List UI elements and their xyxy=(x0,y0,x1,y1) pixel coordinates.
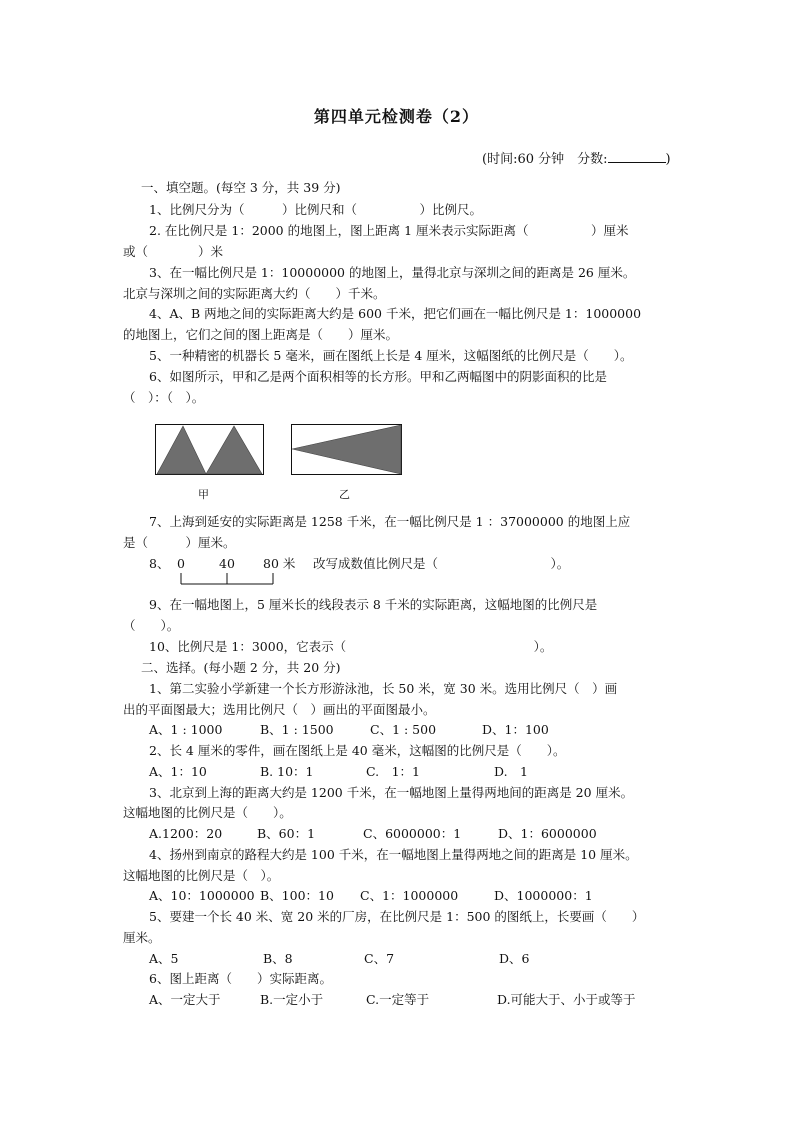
s1-q4b: 的地图上，它们之间的图上距离是（ ）厘米。 xyxy=(123,327,399,342)
s2-q3-option-b: B、60：1 xyxy=(257,826,316,841)
s2-q5-option-b: B、8 xyxy=(263,951,293,966)
s2-q1-option-c: C、1 : 500 xyxy=(370,722,437,737)
s2-q2-option-c: C. 1：1 xyxy=(366,764,420,779)
s2-q5-option-a: A、5 xyxy=(149,951,179,966)
s1-q10: 10、比例尺是 1：3000，它表示（ ）。 xyxy=(149,639,553,654)
s2-q3b: 这幅地图的比例尺是（ ）。 xyxy=(123,805,292,820)
s2-q5b: 厘米。 xyxy=(123,930,161,945)
s2-q3-option-a: A.1200：20 xyxy=(149,826,223,841)
section2-heading: 二、选择。(每小题 2 分，共 20 分) xyxy=(141,660,341,675)
s1-q3b: 北京与深圳之间的实际距离大约（ ）千米。 xyxy=(123,286,386,301)
s2-q5-option-d: D、6 xyxy=(499,951,530,966)
s2-q2: 2、长 4 厘米的零件，画在图纸上是 40 毫米，这幅图的比例尺是（ ）。 xyxy=(149,743,566,758)
s2-q6-option-b: B.一定小于 xyxy=(260,992,324,1007)
s1-q6a: 6、如图所示，甲和乙是两个面积相等的长方形。甲和乙两幅图中的阴影面积的比是 xyxy=(149,369,607,384)
s1-q3a: 3、在一幅比例尺是 1：10000000 的地图上，量得北京与深圳之间的距离是 26 厘米。 xyxy=(149,265,636,280)
figure-yi xyxy=(291,424,403,476)
figure-jia xyxy=(155,424,265,476)
line-scale-bar xyxy=(176,572,280,588)
s2-q2-option-b: B. 10：1 xyxy=(260,764,314,779)
s2-q3-option-c: C、6000000：1 xyxy=(363,826,462,841)
s2-q2-option-d: D. 1 xyxy=(494,764,529,779)
time-score-line xyxy=(482,148,671,167)
s2-q5-option-c: C、7 xyxy=(364,951,395,966)
s2-q1b: 出的平面图最大；选用比例尺（ ）画出的平面图最小。 xyxy=(123,702,436,717)
s2-q1a: 1、第二实验小学新建一个长方形游泳池，长 50 米，宽 30 米。选用比例尺（ ）画 xyxy=(149,681,618,696)
s2-q1-option-b: B、1 : 1500 xyxy=(260,722,334,737)
section1-heading: 一、填空题。(每空 3 分，共 39 分) xyxy=(141,180,341,195)
s1-q2b: 或（ ）米 xyxy=(123,244,224,259)
s1-q4a: 4、A、B 两地之间的实际距离大约是 600 千米，把它们画在一幅比例尺是 1：1000000 xyxy=(149,306,642,321)
s2-q4-option-c: C、1：1000000 xyxy=(360,888,459,903)
s2-q4a: 4、扬州到南京的路程大约是 100 千米，在一幅地图上量得两地之间的距离是 10 厘米。 xyxy=(149,847,638,862)
s2-q6: 6、图上距离（ ）实际距离。 xyxy=(149,971,332,986)
scale-label-80: 80 米 xyxy=(263,556,296,571)
s1-q7a: 7、上海到延安的实际距离是 1258 千米，在一幅比例尺是 1 ：37000000 的地图上应 xyxy=(149,514,631,529)
s1-q8-text: 改写成数值比例尺是（ ）。 xyxy=(313,556,570,571)
s1-q9a: 9、在一幅地图上，5 厘米长的线段表示 8 千米的实际距离，这幅地图的比例尺是 xyxy=(149,597,598,612)
s2-q2-option-a: A、1：10 xyxy=(149,764,207,779)
s2-q3a: 3、北京到上海的距离大约是 1200 千米，在一幅地图上量得两地间的距离是 20 厘米。 xyxy=(149,785,634,800)
s2-q4b: 这幅地图的比例尺是（ ）。 xyxy=(123,868,280,883)
figure-jia-label: 甲 xyxy=(198,488,209,501)
s2-q5a: 5、要建一个长 40 米、宽 20 米的厂房，在比例尺是 1：500 的图纸上，长要画（ ） xyxy=(149,909,645,924)
scale-label-0: 0 xyxy=(177,556,185,571)
s1-q8-number: 8、 xyxy=(149,556,170,571)
figure-yi-label: 乙 xyxy=(339,488,350,501)
scale-label-40: 40 xyxy=(219,556,235,571)
s2-q3-option-d: D、1：6000000 xyxy=(498,826,597,841)
s2-q4-option-b: B、100：10 xyxy=(260,888,334,903)
s2-q6-option-c: C.一定等于 xyxy=(366,992,430,1007)
s1-q5: 5、一种精密的机器长 5 毫米，画在图纸上长是 4 厘米，这幅图纸的比例尺是（ ）。 xyxy=(149,348,633,363)
s1-q6b: （ ）：（ ）。 xyxy=(123,390,205,405)
s2-q4-option-a: A、10：1000000 xyxy=(149,888,255,903)
s1-q1: 1、比例尺分为（ ）比例尺和（ ）比例尺。 xyxy=(149,202,482,217)
s2-q4-option-d: D、1000000：1 xyxy=(494,888,593,903)
s1-q7b: 是（ ）厘米。 xyxy=(123,535,236,550)
s1-q2a: 2. 在比例尺是 1：2000 的地图上，图上距离 1 厘米表示实际距离（ ）厘米 xyxy=(149,223,629,238)
page-title: 第四单元检测卷（2） xyxy=(313,107,480,126)
s2-q1-option-d: D、1：100 xyxy=(482,722,549,737)
time-close: ) xyxy=(665,152,671,167)
s2-q6-option-a: A、一定大于 xyxy=(149,992,221,1007)
s2-q1-option-a: A、1 : 1000 xyxy=(149,722,223,737)
s2-q6-option-d: D.可能大于、小于或等于 xyxy=(497,992,636,1007)
s1-q9b: （ ）。 xyxy=(123,618,180,633)
time-label: (时间:60 分钟 分数: xyxy=(482,152,608,167)
score-blank[interactable] xyxy=(608,150,666,163)
